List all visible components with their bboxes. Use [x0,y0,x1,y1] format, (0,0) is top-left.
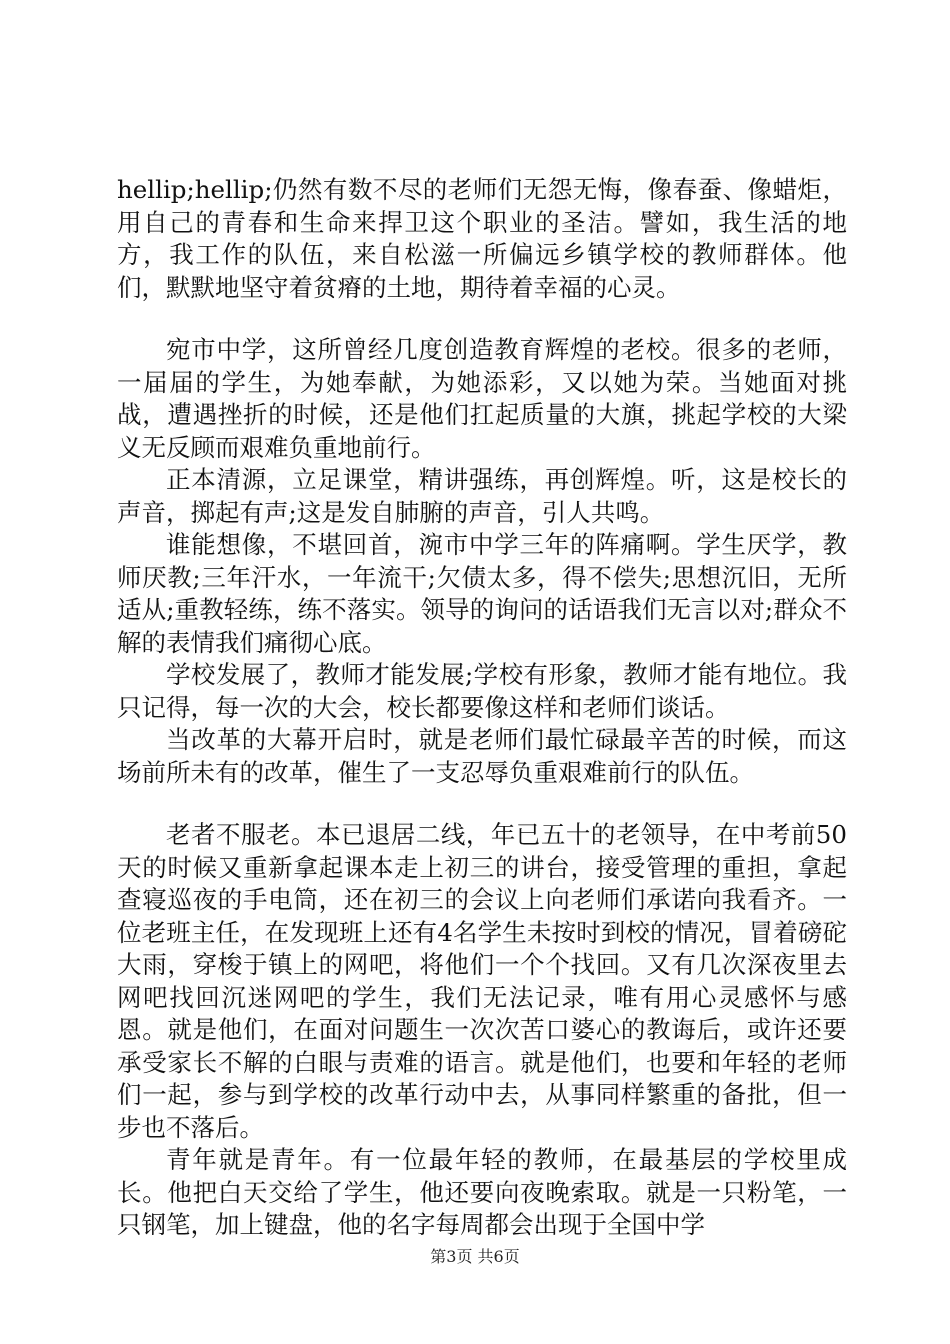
paragraph-7: 老者不服老。本已退居二线，年已五十的老领导，在中考前50天的时候又重新拿起课本走上初三的讲台，接受管理的重担，拿起查寝巡夜的手电筒，还在初三的会议上向老师们承诺向我看齐。一位老班主任，在发现班上还有4名学生未按时到校的情况，冒着磅砣大雨，穿梭于镇上的网吧，将他们一个个找回。又有几次深夜里去网吧找回沉迷网吧的学生，我们无法记录，唯有用心灵感怀与感恩。就是他们，在面对问题生一次次苦口婆心的教诲后，或许还要承受家长不解的白眼与责难的语言。就是他们，也要和年轻的老师们一起，参与到学校的改革行动中去，从事同样繁重的备批，但一步也不落后。 [117,820,847,1142]
paragraph-4: 谁能想像，不堪回首，涴市中学三年的阵痛啊。学生厌学，教师厌教;三年汗水，一年流干;欠债太多，得不偿失;思想沉旧，无所适从;重教轻练，练不落实。领导的询问的话语我们无言以对;群众不解的表情我们痛彻心底。 [117,530,847,657]
paragraph-3: 正本清源，立足课堂，精讲强练，再创辉煌。听，这是校长的声音，掷起有声;这是发自肺腑的声音，引人共鸣。 [117,465,847,527]
paragraph-2: 宛市中学，这所曾经几度创造教育辉煌的老校。很多的老师，一届届的学生，为她奉献，为她添彩，又以她为荣。当她面对挑战，遭遇挫折的时候，还是他们扛起质量的大旗，挑起学校的大梁义无反顾而艰难负重地前行。 [117,335,847,462]
paragraph-6: 当改革的大幕开启时，就是老师们最忙碌最辛苦的时候，而这场前所未有的改革，催生了一支忍辱负重艰难前行的队伍。 [117,725,847,787]
paragraph-8: 青年就是青年。有一位最年轻的教师，在最基层的学校里成长。他把白天交给了学生，他还要向夜晚索取。就是一只粉笔，一只钢笔，加上键盘，他的名字每周都会出现于全国中学 [117,1145,847,1239]
paragraph-1: hellip;hellip;仍然有数不尽的老师们无怨无悔，像春蚕、像蜡炬，用自己的青春和生命来捍卫这个职业的圣洁。譬如，我生活的地方，我工作的队伍，来自松滋一所偏远乡镇学校的教师群体。他们，默默地坚守着贫瘠的土地，期待着幸福的心灵。 [117,175,847,302]
paragraph-5: 学校发展了，教师才能发展;学校有形象，教师才能有地位。我只记得，每一次的大会，校长都要像这样和老师们谈话。 [117,660,847,722]
page-number-footer: 第3页 共6页 [430,1247,520,1266]
document-body [117,174,847,1242]
